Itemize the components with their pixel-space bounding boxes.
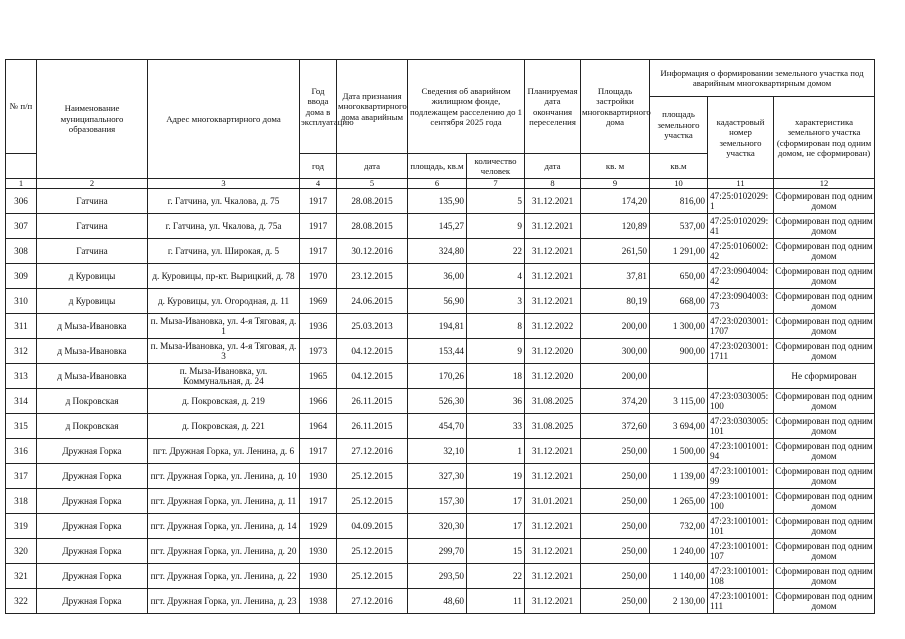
address-cell: пгт. Дружная Горка, ул. Ленина, д. 14 — [148, 514, 300, 539]
municipality-cell: Дружная Горка — [37, 564, 148, 589]
area-cell: 194,81 — [408, 314, 467, 339]
address-cell: д. Покровская, д. 221 — [148, 414, 300, 439]
row-number: 313 — [6, 364, 37, 389]
row-number: 318 — [6, 489, 37, 514]
header-land-info: Информация о формировании земельного участка под аварийным многоквартирным домом — [650, 60, 875, 97]
land-area-cell: 1 240,00 — [650, 539, 708, 564]
date-declared-cell: 26.11.2015 — [337, 414, 408, 439]
column-number: 12 — [774, 179, 875, 189]
date-declared-cell: 24.06.2015 — [337, 289, 408, 314]
land-status-cell: Не сформирован — [774, 364, 875, 389]
municipality-cell: Дружная Горка — [37, 464, 148, 489]
people-count-cell: 22 — [467, 239, 525, 264]
municipality-cell: д Мыза-Ивановка — [37, 364, 148, 389]
municipality-cell: д Куровицы — [37, 264, 148, 289]
people-count-cell: 9 — [467, 339, 525, 364]
area-cell: 56,90 — [408, 289, 467, 314]
date-declared-cell: 25.12.2015 — [337, 464, 408, 489]
table-row — [6, 214, 875, 239]
header-planned-date: Планируемая дата окончания переселения — [525, 60, 581, 154]
row-number: 316 — [6, 439, 37, 464]
column-number: 6 — [408, 179, 467, 189]
cadastral-number-cell: 47:23:1001001:101 — [708, 514, 774, 539]
year-built-cell: 1930 — [300, 564, 337, 589]
row-number: 308 — [6, 239, 37, 264]
year-built-cell: 1917 — [300, 439, 337, 464]
cadastral-number-cell: 47:25:0106002:42 — [708, 239, 774, 264]
address-cell: п. Мыза-Ивановка, ул. Коммунальная, д. 24 — [148, 364, 300, 389]
date-declared-cell: 23.12.2015 — [337, 264, 408, 289]
row-number: 321 — [6, 564, 37, 589]
cadastral-number-cell: 47:25:0102029:1 — [708, 189, 774, 214]
area-cell: 526,30 — [408, 389, 467, 414]
land-status-cell: Сформирован под одним домом — [774, 289, 875, 314]
table-row — [6, 289, 875, 314]
column-number: 8 — [525, 179, 581, 189]
building-area-cell: 372,60 — [581, 414, 650, 439]
table-row — [6, 189, 875, 214]
address-cell: пгт. Дружная Горка, ул. Ленина, д. 20 — [148, 539, 300, 564]
planned-date-cell: 31.12.2021 — [525, 239, 581, 264]
land-status-cell: Сформирован под одним домом — [774, 514, 875, 539]
address-cell: д. Куровицы, ул. Огородная, д. 11 — [148, 289, 300, 314]
unit-building-sqm: кв. м — [581, 154, 650, 179]
people-count-cell: 9 — [467, 214, 525, 239]
land-area-cell: 900,00 — [650, 339, 708, 364]
address-cell: г. Гатчина, ул. Чкалова, д. 75 — [148, 189, 300, 214]
land-area-cell: 650,00 — [650, 264, 708, 289]
column-number: 4 — [300, 179, 337, 189]
building-area-cell: 80,19 — [581, 289, 650, 314]
municipality-cell: д Покровская — [37, 389, 148, 414]
area-cell: 454,70 — [408, 414, 467, 439]
year-built-cell: 1938 — [300, 589, 337, 614]
cadastral-number-cell: 47:23:0303005:101 — [708, 414, 774, 439]
planned-date-cell: 31.12.2021 — [525, 564, 581, 589]
address-cell: пгт. Дружная Горка, ул. Ленина, д. 6 — [148, 439, 300, 464]
planned-date-cell: 31.12.2021 — [525, 464, 581, 489]
land-status-cell: Сформирован под одним домом — [774, 389, 875, 414]
land-status-cell: Сформирован под одним домом — [774, 539, 875, 564]
municipality-cell: д Куровицы — [37, 289, 148, 314]
year-built-cell: 1970 — [300, 264, 337, 289]
building-area-cell: 200,00 — [581, 364, 650, 389]
building-area-cell: 250,00 — [581, 439, 650, 464]
planned-date-cell: 31.12.2021 — [525, 439, 581, 464]
building-area-cell: 374,20 — [581, 389, 650, 414]
cadastral-number-cell: 47:23:1001001:107 — [708, 539, 774, 564]
address-cell: пгт. Дружная Горка, ул. Ленина, д. 23 — [148, 589, 300, 614]
unit-date: дата — [337, 154, 408, 179]
building-area-cell: 300,00 — [581, 339, 650, 364]
municipality-cell: Дружная Горка — [37, 439, 148, 464]
municipality-cell: Дружная Горка — [37, 514, 148, 539]
municipality-cell: Дружная Горка — [37, 489, 148, 514]
table-row — [6, 489, 875, 514]
header-num: № п/п — [6, 60, 37, 154]
column-number: 7 — [467, 179, 525, 189]
planned-date-cell: 31.12.2022 — [525, 314, 581, 339]
date-declared-cell: 25.03.2013 — [337, 314, 408, 339]
address-cell: г. Гатчина, ул. Широкая, д. 5 — [148, 239, 300, 264]
cadastral-number-cell: 47:25:0102029:41 — [708, 214, 774, 239]
table-header — [6, 60, 875, 189]
municipality-cell: Гатчина — [37, 214, 148, 239]
land-area-cell: 3 694,00 — [650, 414, 708, 439]
row-number: 314 — [6, 389, 37, 414]
land-area-cell: 668,00 — [650, 289, 708, 314]
unit-year: год — [300, 154, 337, 179]
land-area-cell: 732,00 — [650, 514, 708, 539]
row-number: 310 — [6, 289, 37, 314]
unit-area: площадь, кв.м — [408, 154, 467, 179]
cadastral-number-cell: 47:23:0203001:1707 — [708, 314, 774, 339]
date-declared-cell: 04.12.2015 — [337, 364, 408, 389]
row-number: 322 — [6, 589, 37, 614]
column-number: 11 — [708, 179, 774, 189]
year-built-cell: 1966 — [300, 389, 337, 414]
year-built-cell: 1936 — [300, 314, 337, 339]
building-area-cell: 261,50 — [581, 239, 650, 264]
cadastral-number-cell: 47:23:0904003:73 — [708, 289, 774, 314]
date-declared-cell: 30.12.2016 — [337, 239, 408, 264]
building-area-cell: 120,89 — [581, 214, 650, 239]
area-cell: 170,26 — [408, 364, 467, 389]
date-declared-cell: 25.12.2015 — [337, 564, 408, 589]
people-count-cell: 19 — [467, 464, 525, 489]
municipality-cell: д Мыза-Ивановка — [37, 314, 148, 339]
address-cell: пгт. Дружная Горка, ул. Ленина, д. 22 — [148, 564, 300, 589]
planned-date-cell: 31.12.2020 — [525, 364, 581, 389]
area-cell: 324,80 — [408, 239, 467, 264]
table-body — [6, 189, 875, 614]
area-cell: 36,00 — [408, 264, 467, 289]
table-row — [6, 389, 875, 414]
date-declared-cell: 27.12.2016 — [337, 589, 408, 614]
date-declared-cell: 04.09.2015 — [337, 514, 408, 539]
header-land-char: характеристика земельного участка (сформирован под одним домом, не сформирован) — [774, 97, 875, 179]
year-built-cell: 1917 — [300, 214, 337, 239]
area-cell: 48,60 — [408, 589, 467, 614]
date-declared-cell: 04.12.2015 — [337, 339, 408, 364]
cadastral-number-cell: 47:23:1001001:108 — [708, 564, 774, 589]
municipality-cell: Дружная Горка — [37, 589, 148, 614]
people-count-cell: 3 — [467, 289, 525, 314]
header-municipality: Наименование муниципального образования — [37, 60, 148, 179]
land-area-cell — [650, 364, 708, 389]
header-date-declared: Дата признания многоквартирного дома аварийным — [337, 60, 408, 154]
planned-date-cell: 31.12.2021 — [525, 539, 581, 564]
people-count-cell: 17 — [467, 514, 525, 539]
column-number: 1 — [6, 179, 37, 189]
address-cell: пгт. Дружная Горка, ул. Ленина, д. 11 — [148, 489, 300, 514]
date-declared-cell: 28.08.2015 — [337, 189, 408, 214]
row-number: 307 — [6, 214, 37, 239]
address-cell: г. Гатчина, ул. Чкалова, д. 75а — [148, 214, 300, 239]
unit-people: количество человек — [467, 154, 525, 179]
header-land-area: площадь земельного участка — [650, 97, 708, 154]
date-declared-cell: 26.11.2015 — [337, 389, 408, 414]
address-cell: д. Куровицы, пр-кт. Вырицкий, д. 78 — [148, 264, 300, 289]
unit-num — [6, 154, 37, 179]
cadastral-number-cell: 47:23:1001001:99 — [708, 464, 774, 489]
people-count-cell: 11 — [467, 589, 525, 614]
people-count-cell: 1 — [467, 439, 525, 464]
people-count-cell: 8 — [467, 314, 525, 339]
address-cell: д. Покровская, д. 219 — [148, 389, 300, 414]
header-building-area: Площадь застройки многоквартирного дома — [581, 60, 650, 154]
planned-date-cell: 31.12.2021 — [525, 514, 581, 539]
date-declared-cell: 25.12.2015 — [337, 489, 408, 514]
date-declared-cell: 28.08.2015 — [337, 214, 408, 239]
emergency-housing-table — [5, 59, 875, 614]
land-area-cell: 537,00 — [650, 214, 708, 239]
building-area-cell: 200,00 — [581, 314, 650, 339]
table-row — [6, 314, 875, 339]
cadastral-number-cell: 47:23:0904004:42 — [708, 264, 774, 289]
land-status-cell: Сформирован под одним домом — [774, 564, 875, 589]
municipality-cell: Гатчина — [37, 239, 148, 264]
planned-date-cell: 31.12.2021 — [525, 264, 581, 289]
area-cell: 157,30 — [408, 489, 467, 514]
area-cell: 153,44 — [408, 339, 467, 364]
people-count-cell: 15 — [467, 539, 525, 564]
municipality-cell: д Мыза-Ивановка — [37, 339, 148, 364]
area-cell: 135,90 — [408, 189, 467, 214]
area-cell: 145,27 — [408, 214, 467, 239]
year-built-cell: 1973 — [300, 339, 337, 364]
cadastral-number-cell — [708, 364, 774, 389]
cadastral-number-cell: 47:23:0203001:1711 — [708, 339, 774, 364]
land-area-cell: 1 140,00 — [650, 564, 708, 589]
year-built-cell: 1917 — [300, 239, 337, 264]
planned-date-cell: 31.12.2021 — [525, 589, 581, 614]
land-area-cell: 1 300,00 — [650, 314, 708, 339]
unit-land-sqm: кв.м — [650, 154, 708, 179]
year-built-cell: 1917 — [300, 489, 337, 514]
planned-date-cell: 31.12.2021 — [525, 214, 581, 239]
area-cell: 327,30 — [408, 464, 467, 489]
planned-date-cell: 31.01.2021 — [525, 489, 581, 514]
people-count-cell: 17 — [467, 489, 525, 514]
land-area-cell: 1 291,00 — [650, 239, 708, 264]
address-cell: п. Мыза-Ивановка, ул. 4-я Тяговая, д. 1 — [148, 314, 300, 339]
planned-date-cell: 31.12.2021 — [525, 289, 581, 314]
year-built-cell: 1965 — [300, 364, 337, 389]
land-status-cell: Сформирован под одним домом — [774, 439, 875, 464]
table-row — [6, 589, 875, 614]
planned-date-cell: 31.08.2025 — [525, 389, 581, 414]
area-cell: 299,70 — [408, 539, 467, 564]
row-number: 311 — [6, 314, 37, 339]
land-area-cell: 1 265,00 — [650, 489, 708, 514]
land-status-cell: Сформирован под одним домом — [774, 589, 875, 614]
year-built-cell: 1969 — [300, 289, 337, 314]
planned-date-cell: 31.12.2021 — [525, 189, 581, 214]
table-row — [6, 564, 875, 589]
building-area-cell: 250,00 — [581, 514, 650, 539]
column-number: 10 — [650, 179, 708, 189]
building-area-cell: 250,00 — [581, 564, 650, 589]
year-built-cell: 1930 — [300, 464, 337, 489]
table-row — [6, 264, 875, 289]
land-status-cell: Сформирован под одним домом — [774, 239, 875, 264]
land-area-cell: 1 500,00 — [650, 439, 708, 464]
building-area-cell: 37,81 — [581, 264, 650, 289]
column-number: 5 — [337, 179, 408, 189]
building-area-cell: 250,00 — [581, 539, 650, 564]
land-status-cell: Сформирован под одним домом — [774, 314, 875, 339]
people-count-cell: 18 — [467, 364, 525, 389]
row-number: 306 — [6, 189, 37, 214]
land-area-cell: 816,00 — [650, 189, 708, 214]
land-area-cell: 3 115,00 — [650, 389, 708, 414]
municipality-cell: Дружная Горка — [37, 539, 148, 564]
area-cell: 32,10 — [408, 439, 467, 464]
land-status-cell: Сформирован под одним домом — [774, 464, 875, 489]
column-number: 2 — [37, 179, 148, 189]
address-cell: пгт. Дружная Горка, ул. Ленина, д. 10 — [148, 464, 300, 489]
row-number: 309 — [6, 264, 37, 289]
planned-date-cell: 31.08.2025 — [525, 414, 581, 439]
municipality-cell: д Покровская — [37, 414, 148, 439]
people-count-cell: 33 — [467, 414, 525, 439]
cadastral-number-cell: 47:23:1001001:94 — [708, 439, 774, 464]
table-row — [6, 464, 875, 489]
land-status-cell: Сформирован под одним домом — [774, 414, 875, 439]
row-number: 319 — [6, 514, 37, 539]
table-row — [6, 364, 875, 389]
table-row — [6, 439, 875, 464]
land-area-cell: 2 130,00 — [650, 589, 708, 614]
header-fund-info: Сведения об аварийном жилищном фонде, подлежащем расселению до 1 сентября 2025 года — [408, 60, 525, 154]
land-area-cell: 1 139,00 — [650, 464, 708, 489]
year-built-cell: 1964 — [300, 414, 337, 439]
land-status-cell: Сформирован под одним домом — [774, 189, 875, 214]
table-row — [6, 339, 875, 364]
land-status-cell: Сформирован под одним домом — [774, 489, 875, 514]
date-declared-cell: 27.12.2016 — [337, 439, 408, 464]
people-count-cell: 5 — [467, 189, 525, 214]
table-row — [6, 414, 875, 439]
date-declared-cell: 25.12.2015 — [337, 539, 408, 564]
table-row — [6, 514, 875, 539]
column-number: 9 — [581, 179, 650, 189]
header-address: Адрес многоквартирного дома — [148, 60, 300, 179]
building-area-cell: 250,00 — [581, 464, 650, 489]
unit-plan-date: дата — [525, 154, 581, 179]
column-number-row — [6, 179, 875, 189]
table-row — [6, 539, 875, 564]
year-built-cell: 1929 — [300, 514, 337, 539]
people-count-cell: 36 — [467, 389, 525, 414]
header-year-built: Год ввода дома в эксплуатацию — [300, 60, 337, 154]
table-row — [6, 239, 875, 264]
building-area-cell: 250,00 — [581, 489, 650, 514]
land-status-cell: Сформирован под одним домом — [774, 339, 875, 364]
row-number: 320 — [6, 539, 37, 564]
cadastral-number-cell: 47:23:0303005:100 — [708, 389, 774, 414]
row-number: 315 — [6, 414, 37, 439]
people-count-cell: 4 — [467, 264, 525, 289]
planned-date-cell: 31.12.2020 — [525, 339, 581, 364]
row-number: 312 — [6, 339, 37, 364]
cadastral-number-cell: 47:23:1001001:100 — [708, 489, 774, 514]
row-number: 317 — [6, 464, 37, 489]
column-number: 3 — [148, 179, 300, 189]
address-cell: п. Мыза-Ивановка, ул. 4-я Тяговая, д. 3 — [148, 339, 300, 364]
year-built-cell: 1917 — [300, 189, 337, 214]
header-cadastral: кадастровый номер земельного участка — [708, 97, 774, 179]
building-area-cell: 250,00 — [581, 589, 650, 614]
building-area-cell: 174,20 — [581, 189, 650, 214]
land-status-cell: Сформирован под одним домом — [774, 214, 875, 239]
cadastral-number-cell: 47:23:1001001:111 — [708, 589, 774, 614]
area-cell: 320,30 — [408, 514, 467, 539]
land-status-cell: Сформирован под одним домом — [774, 264, 875, 289]
year-built-cell: 1930 — [300, 539, 337, 564]
people-count-cell: 22 — [467, 564, 525, 589]
municipality-cell: Гатчина — [37, 189, 148, 214]
area-cell: 293,50 — [408, 564, 467, 589]
